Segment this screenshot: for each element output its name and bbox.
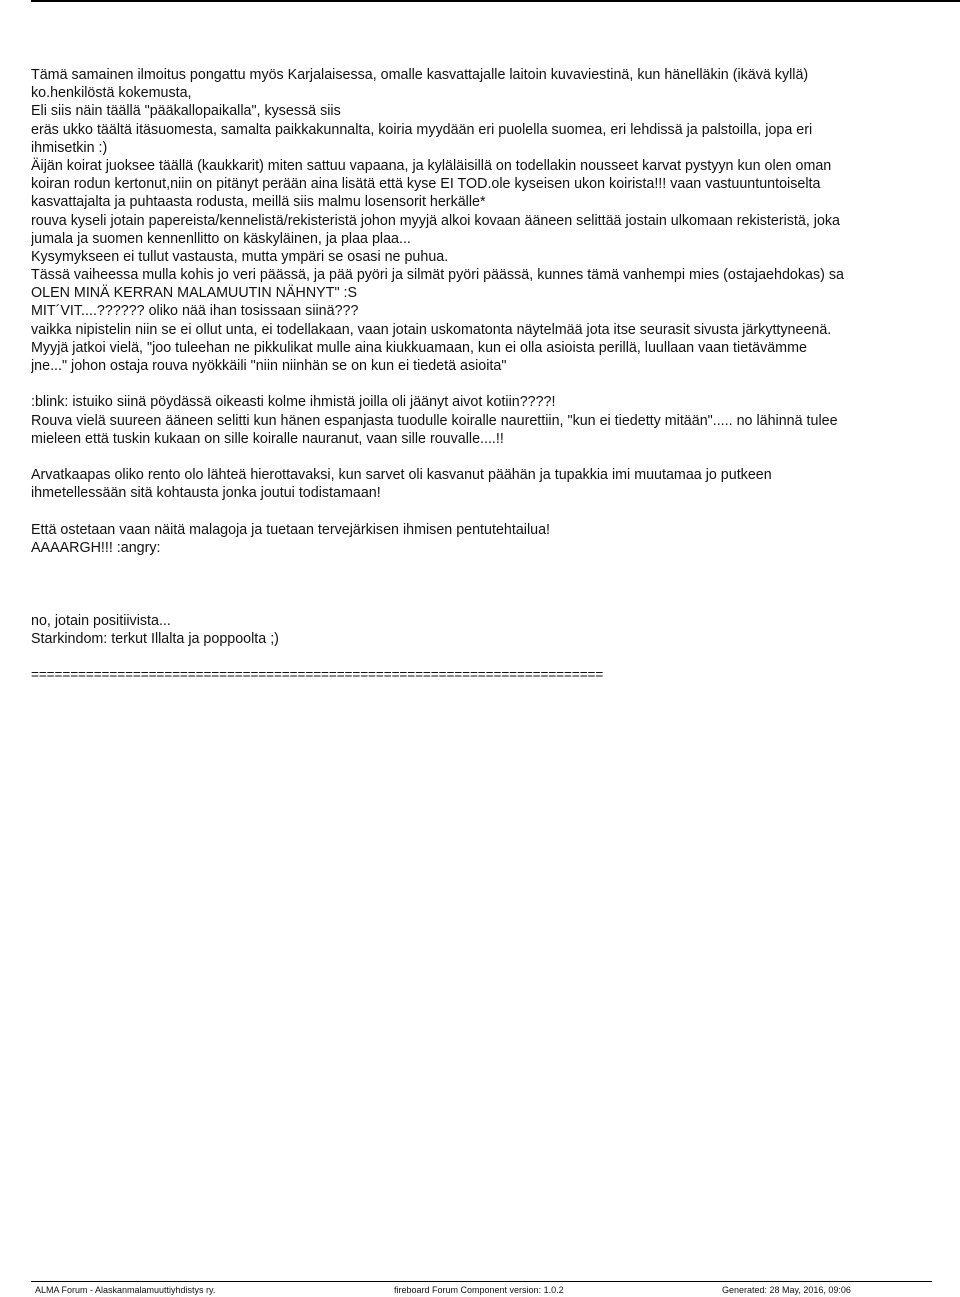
post-line: jumala ja suomen kennenllitto on käskyläinen, ja plaa plaa... [31,230,411,247]
post-line: OLEN MINÄ KERRAN MALAMUUTIN NÄHNYT" :S [31,285,358,302]
blank-line [31,375,960,393]
signature-line: Starkindom: terkut Illalta ja poppoolta ;) [31,630,279,647]
post-line: ko.henkilöstä kokemusta, [31,85,192,102]
footer-component-version: fireboard Forum Component version: 1.0.2 [394,1285,564,1295]
post-line: jne..." johon ostaja rouva nyökkäili "niin niinhän se on kun ei tiedetä asioita" [31,358,507,374]
post-line: Tämä samainen ilmoitus pongattu myös Karjalaisessa, omalle kasvattajalle laitoin kuvaviestinä, kun hänelläkin (ikävä kyllä) [31,67,809,83]
post-line: :blink: istuiko siinä pöydässä oikeasti kolme ihmistä joilla oli jäänyt aivot kotiin????! [31,394,556,411]
post-line: Tässä vaiheessa mulla kohis jo veri päässä, ja pää pyöri ja silmät pyöri päässä, kunnes tämä vanhempi mies (ostajaehdokas) sa [31,267,844,284]
post-line: Äijän koirat juoksee täällä (kaukkarit) miten sattuu vapaana, ja kyläläisillä on todellakin nousseet karvat pystyyn kun olen oman [31,157,832,174]
post-line: MIT´VIT....?????? oliko nää ihan tosissaan siinä??? [31,303,359,320]
post-line: Myyjä jatkoi vielä, "joo tuleehan ne pikkulikat mulle aina kiukkuamaan, kun ei olla asioista perillä, luullaan vaan tietävämme [31,339,807,356]
post-line: ihmisetkin :) [31,139,108,156]
footer-generated-date: Generated: 28 May, 2016, 09:06 [722,1285,851,1295]
post-line: rouva kyseli jotain papereista/kennelistä/rekisteristä johon myyjä alkoi kovaan ääneen selittää jostain ulkomaan rekisteristä, joka [31,212,840,229]
post-body [31,66,960,684]
blank-line [31,557,960,575]
post-line: Eli siis näin täällä "pääkallopaikalla", kysessä siis [31,103,341,120]
post-line: vaikka nipistelin niin se ei ollut unta, ei todellakaan, vaan jotain uskomatonta näytelmää jota itse seurasit sivusta järkyttyneenä. [31,321,832,338]
top-divider [31,0,960,2]
blank-line [31,448,960,466]
post-line: no, jotain positiivista... [31,612,171,629]
post-line: mieleen että tuskin kukaan on sille koiralle nauranut, vaan sille rouvalle....!! [31,430,504,447]
blank-line [31,648,960,666]
post-line: ihmetellessään sitä kohtausta jonka joutui todistamaan! [31,485,381,502]
post-line: eräs ukko täältä itäsuomesta, samalta paikkakunnalta, koiria myydään eri puolella suomea, eri lehdissä ja palstoilla, jopa eri [31,121,813,138]
post-line: Kysymykseen ei tullut vastausta, mutta ympäri se osasi ne puhua. [31,248,449,265]
blank-line [31,593,960,611]
post-line: koiran rodun kertonut,niin on pitänyt perään aina lisätä että kyse EI TOD.ole kyseisen ukon koirista!!! vaan vastuuntuntoiselta [31,176,821,193]
post-line: kasvattajalta ja puhtaasta rodusta, meillä siis malmu losensorit herkälle* [31,194,486,211]
post-line: AAAARGH!!! :angry: [31,539,161,556]
blank-line [31,575,960,593]
footer-divider [31,1281,932,1282]
footer-site-name: ALMA Forum - Alaskanmalamuuttiyhdistys ry. [35,1285,216,1295]
post-line: Että ostetaan vaan näitä malagoja ja tuetaan tervejärkisen ihmisen pentutehtailua! [31,521,550,538]
separator-line: ========================================================================= [31,667,604,683]
post-line: Rouva vielä suureen ääneen selitti kun hänen espanjasta tuodulle koiralle naurettiin, "kun ei tiedetty mitään"..... no lähinnä tulee [31,412,838,429]
page-footer [0,1284,960,1297]
blank-line [31,503,960,521]
post-line: Arvatkaapas oliko rento olo lähteä hierottavaksi, kun sarvet oli kasvanut päähän ja tupakkia imi muutamaa jo putkeen [31,467,772,484]
